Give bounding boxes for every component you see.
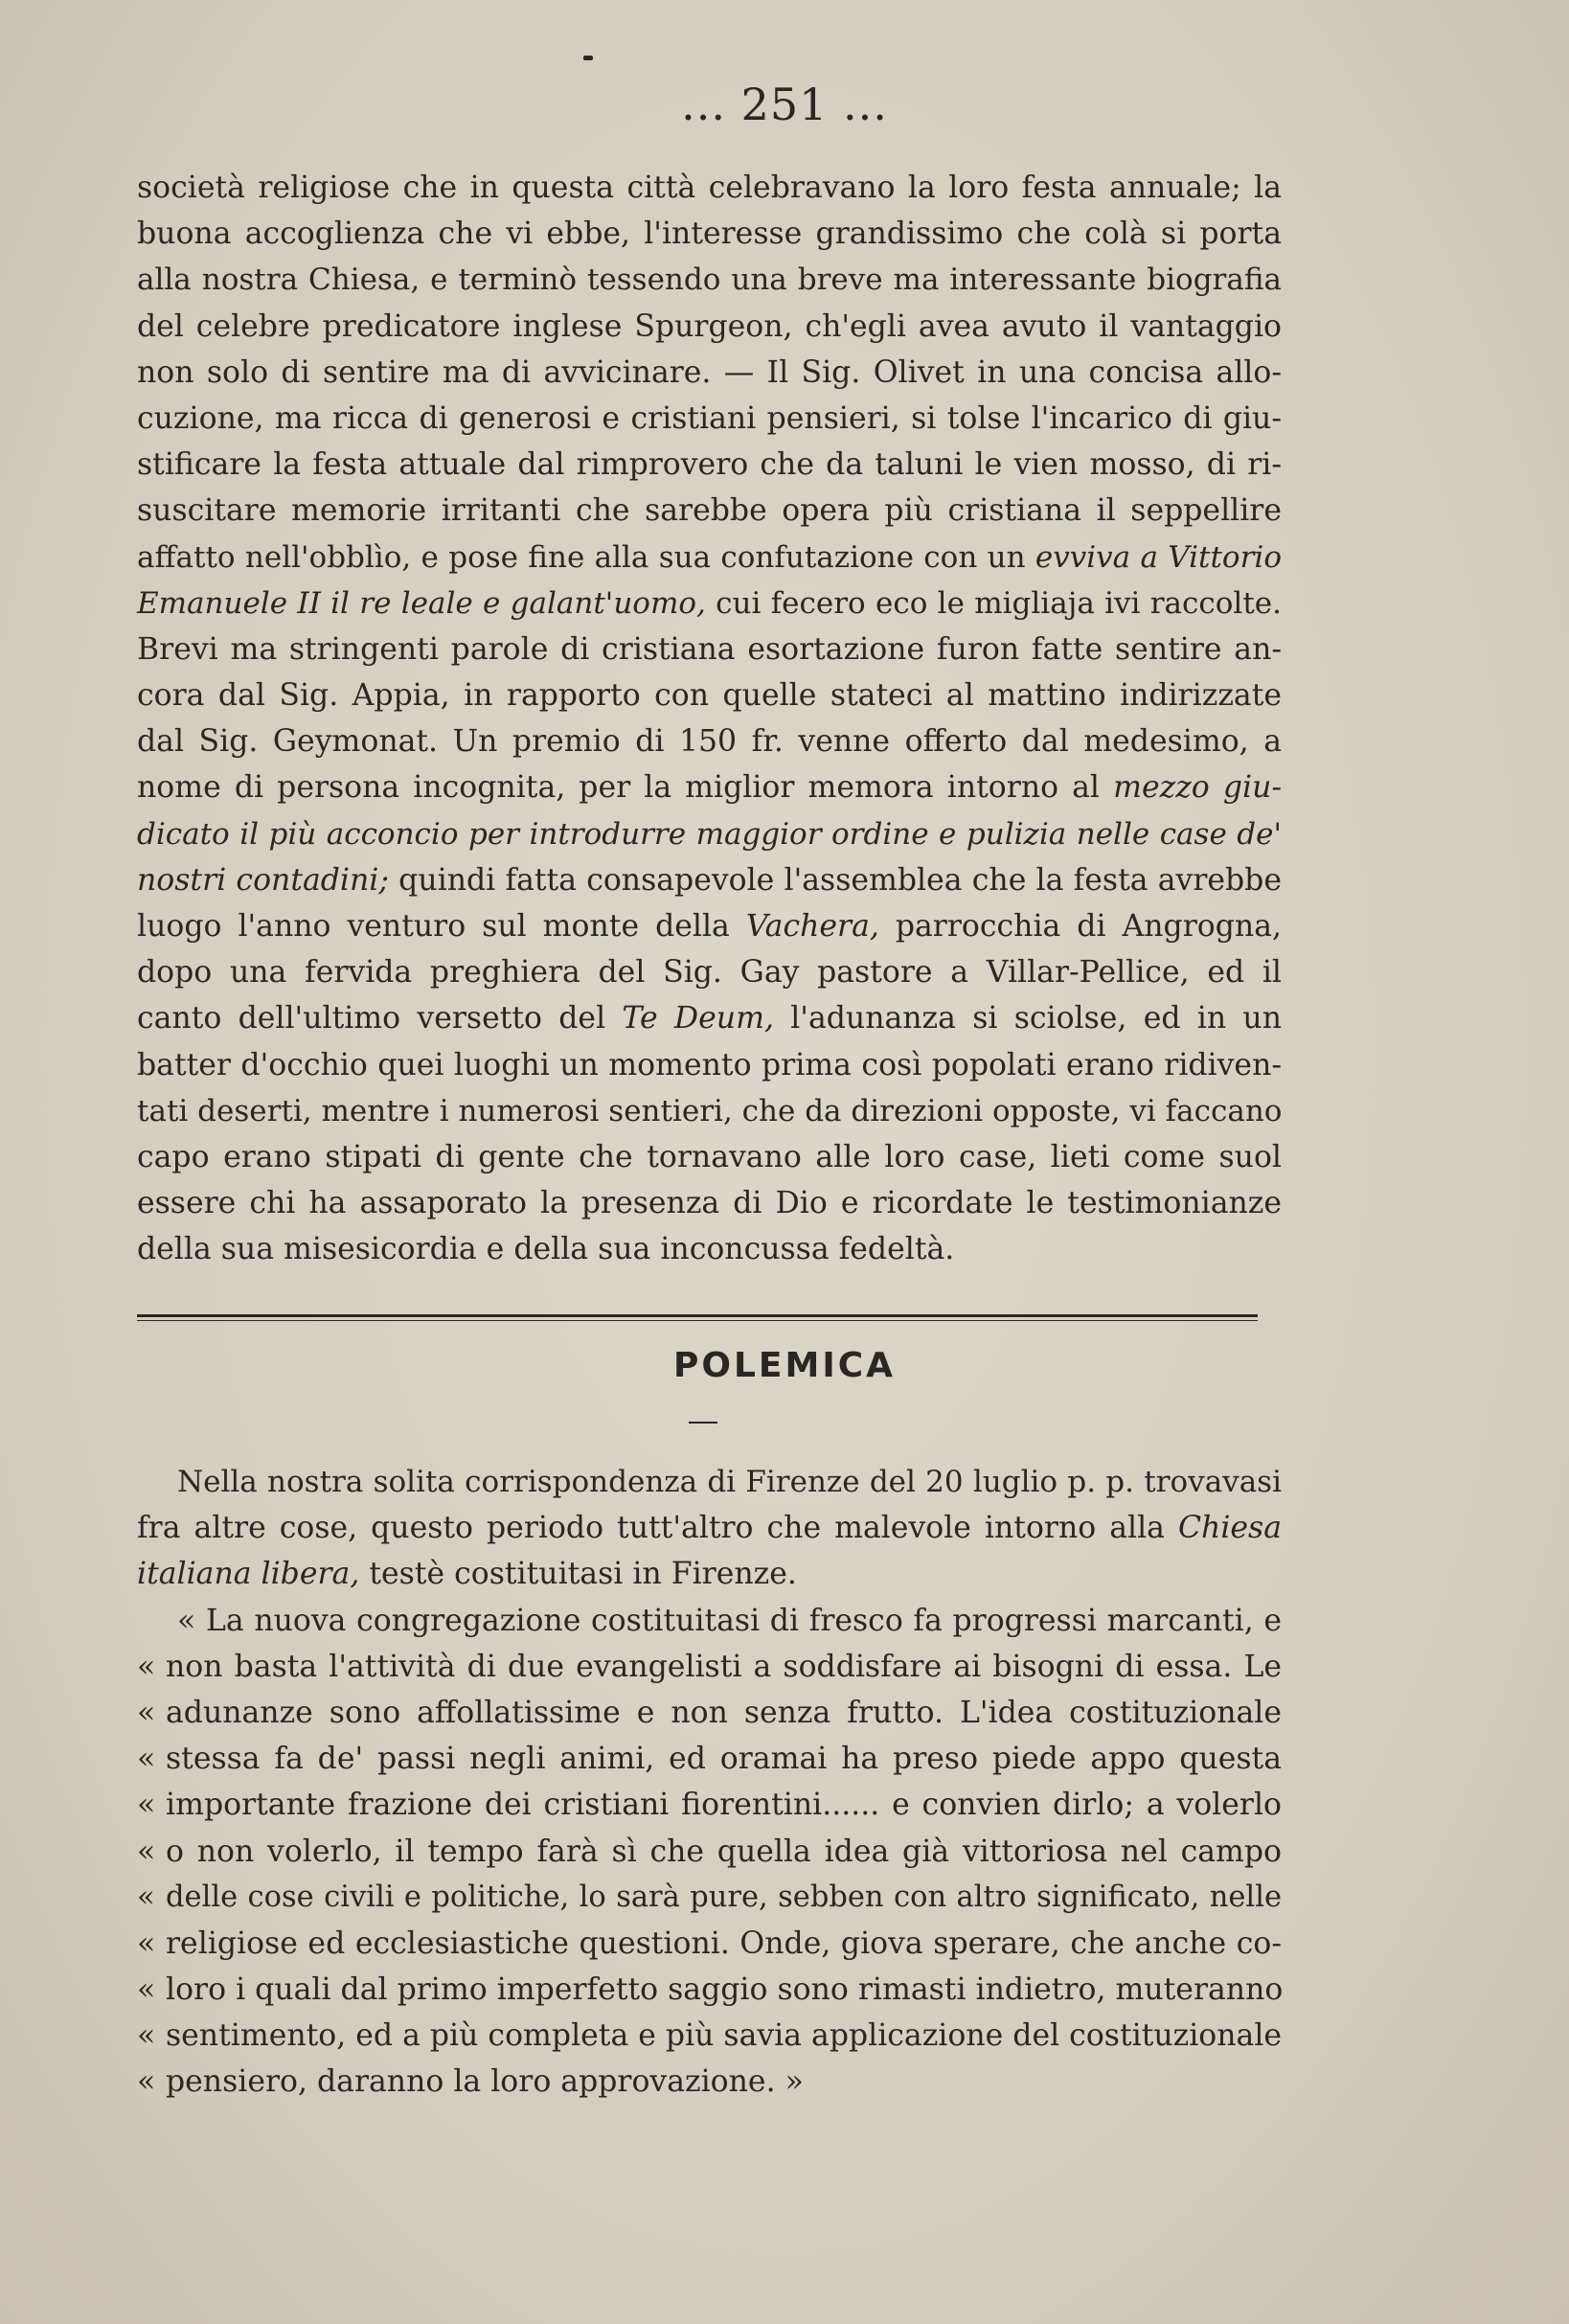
- quote-text: delle cose civili e politiche, lo sarà pure, sebben con altro significato, nelle: [166, 1880, 1282, 1914]
- quote-text: La nuova congregazione costituitasi di fresco fa progressi marcanti, e: [206, 1603, 1282, 1638]
- text-line: [137, 995, 1282, 1041]
- text-line: buona accoglienza che vi ebbe, l'interesse grandissimo che colà si porta: [137, 216, 1282, 252]
- italic-run: nostri contadini;: [137, 862, 389, 898]
- italic-run: italiana libera,: [137, 1557, 360, 1592]
- quote-mark: «: [137, 1788, 156, 1823]
- text-line: della sua misesicordia e della sua inconcussa fedeltà.: [137, 1232, 955, 1267]
- text-line: essere chi ha assaporato la presenza di Dio e ricordate le testimonianze: [137, 1186, 1282, 1221]
- section-divider-thin: [137, 1320, 1258, 1321]
- ink-mark: [583, 56, 593, 60]
- text-line: dopo una fervida preghiera del Sig. Gay pastore a Villar-Pellice, ed il: [137, 955, 1282, 991]
- text-run: quindi fatta consapevole l'assemblea che la festa avrebbe: [388, 862, 1282, 898]
- text-line: Brevi ma stringenti parole di cristiana esortazione furon fatte sentire an-: [137, 631, 1282, 667]
- italic-run: mezzo giu-: [1113, 770, 1283, 806]
- text-line: [137, 1551, 1282, 1597]
- text-run: nome di persona incognita, per la miglior memora intorno al: [137, 770, 1114, 806]
- quote-mark: «: [177, 1603, 196, 1638]
- text-line: suscitare memorie irritanti che sarebbe opera più cristiana il seppellire: [137, 493, 1282, 529]
- quote-line: [137, 2059, 1282, 2105]
- quote-mark: «: [137, 1649, 156, 1684]
- page-number: ... 251 ...: [681, 79, 888, 130]
- quote-mark: «: [137, 1742, 156, 1777]
- text-line: batter d'occhio quei luoghi un momento prima così popolati erano ridiven-: [137, 1047, 1282, 1082]
- italic-run: Emanuele II il re leale e galant'uomo,: [137, 585, 706, 621]
- text-run: canto dell'ultimo versetto del: [137, 1001, 623, 1037]
- text-line: [137, 857, 1282, 903]
- quote-text: loro i quali dal primo imperfetto saggio sono rimasti indietro, muteranno: [166, 1972, 1284, 2008]
- text-line: [137, 1505, 1282, 1551]
- quote-text: religiose ed ecclesiastiche questioni. Onde, giova sperare, che anche co-: [166, 1925, 1282, 1961]
- quote-line: [137, 1875, 1282, 1921]
- text-line: dal Sig. Geymonat. Un premio di 150 fr. venne offerto dal medesimo, a: [137, 724, 1282, 760]
- text-line: cora dal Sig. Appia, in rapporto con quelle stateci al mattino indirizzate: [137, 678, 1282, 714]
- quote-line: [137, 1829, 1282, 1875]
- quote-line: [137, 1782, 1282, 1828]
- text-run: fra altre cose, questo periodo tutt'altro che malevole intorno alla: [137, 1511, 1178, 1546]
- text-run: affatto nell'obblìo, e pose fine alla sua confutazione con un: [137, 539, 1035, 575]
- text-line: [137, 903, 1282, 949]
- text-line: [137, 535, 1282, 581]
- title-underline: [689, 1422, 717, 1424]
- quote-mark: «: [137, 1880, 155, 1914]
- quote-text: o non volerlo, il tempo farà sì che quella idea già vittoriosa nel campo: [166, 1834, 1282, 1869]
- text-line: stificare la festa attuale dal rimprovero che da taluni le vien mosso, di ri-: [137, 447, 1282, 483]
- quote-mark: «: [137, 1925, 156, 1961]
- italic-run: Vachera,: [745, 909, 879, 944]
- quote-text: non basta l'attività di due evangelisti a soddisfare ai bisogni di essa. Le: [166, 1649, 1282, 1684]
- text-line: società religiose che in questa città celebravano la loro festa annuale; la: [137, 171, 1282, 205]
- quote-line: [137, 1644, 1282, 1690]
- text-line: non solo di sentire ma di avvicinare. — Il Sig. Olivet in una concisa allo-: [137, 354, 1282, 390]
- text-line: tati deserti, mentre i numerosi sentieri, che da direzioni opposte, vi faccano: [137, 1093, 1283, 1128]
- quote-line: [137, 2013, 1282, 2059]
- quote-line: [137, 1921, 1282, 1967]
- text-line: [137, 811, 1282, 857]
- paragraph-1: [137, 165, 1282, 1273]
- quote-text: sentimento, ed a più completa e più savia applicazione del costituzionale: [166, 2018, 1283, 2054]
- italic-run: Te Deum,: [622, 1001, 774, 1037]
- italic-run: Chiesa: [1177, 1511, 1282, 1546]
- quote-mark: «: [137, 2018, 156, 2054]
- italic-run: dicato il più acconcio per introdurre maggior ordine e pulizia nelle case de': [137, 816, 1282, 852]
- quote-line: [137, 1690, 1282, 1736]
- text-line: del celebre predicatore inglese Spurgeon, ch'egli avea avuto il vantaggio: [137, 308, 1282, 344]
- text-run: parrocchia di Angrogna,: [878, 909, 1282, 944]
- text-line: [137, 764, 1282, 810]
- quote-mark: «: [137, 1972, 156, 2008]
- quote-mark: «: [137, 1695, 156, 1730]
- paragraph-2: [137, 1459, 1282, 2106]
- section-title: POLEMICA: [672, 1346, 897, 1385]
- quote-text: pensiero, daranno la loro approvazione. »: [166, 2064, 804, 2100]
- text-line: Nella nostra solita corrispondenza di Firenze del 20 luglio p. p. trovavasi: [177, 1465, 1282, 1499]
- quote-mark: «: [137, 1834, 156, 1869]
- text-line: cuzione, ma ricca di generosi e cristiani pensieri, si tolse l'incarico di giu-: [137, 400, 1282, 436]
- text-line: capo erano stipati di gente che tornavano alle loro case, lieti come suol: [137, 1139, 1282, 1174]
- italic-run: evviva a Vittorio: [1035, 539, 1282, 575]
- quote-line: [137, 1967, 1282, 2013]
- quote-line: [137, 1598, 1282, 1644]
- quote-line: [137, 1736, 1282, 1782]
- text-run: testè costituitasi in Firenze.: [359, 1557, 797, 1592]
- text-line: [137, 581, 1282, 627]
- quote-text: adunanze sono affollatissime e non senza frutto. L'idea costituzionale: [166, 1695, 1282, 1730]
- text-line: alla nostra Chiesa, e terminò tessendo una breve ma interessante biografia: [137, 262, 1282, 298]
- quote-text: stessa fa de' passi negli animi, ed oramai ha preso piede appo questa: [166, 1742, 1282, 1777]
- quote-text: importante frazione dei cristiani fiorentini...... e convien dirlo; a volerlo: [166, 1788, 1282, 1823]
- section-divider: [137, 1314, 1258, 1317]
- text-run: luogo l'anno venturo sul monte della: [137, 909, 746, 944]
- quote-mark: «: [137, 2064, 156, 2100]
- text-run: cui fecero eco le migliaja ivi raccolte.: [705, 585, 1282, 621]
- quotation-block: [137, 1598, 1282, 2106]
- text-run: l'adunanza si sciolse, ed in un: [773, 1001, 1282, 1037]
